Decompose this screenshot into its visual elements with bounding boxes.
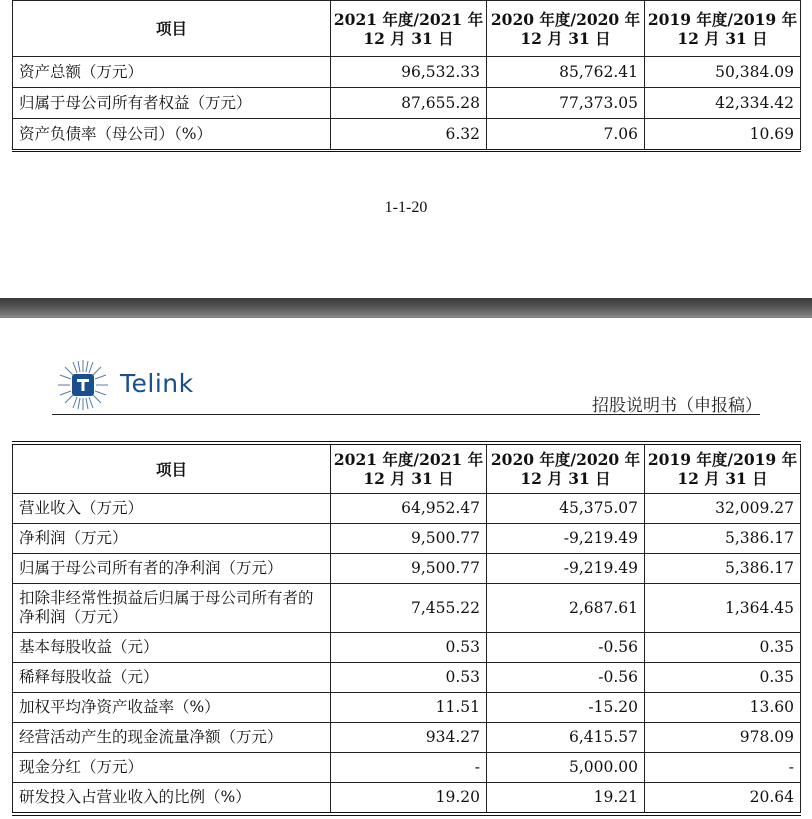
value-2021: 19.20 <box>331 783 487 815</box>
value-2021: 0.53 <box>331 663 487 693</box>
income-summary-table <box>12 441 801 816</box>
value-2019: 5,386.17 <box>645 524 801 554</box>
row-label: 经营活动产生的现金流量净额（万元） <box>13 723 331 753</box>
value-2019: 20.64 <box>645 783 801 815</box>
value-2019: 5,386.17 <box>645 554 801 584</box>
value-2019: 0.35 <box>645 633 801 663</box>
row-label: 扣除非经常性损益后归属于母公司所有者的净利润（万元） <box>13 584 331 633</box>
value-2019: 42,334.42 <box>645 88 801 119</box>
table-row <box>13 584 801 633</box>
row-label: 基本每股收益（元） <box>13 633 331 663</box>
value-2021: 7,455.22 <box>331 584 487 633</box>
value-2021: 0.53 <box>331 633 487 663</box>
table-row <box>13 88 801 119</box>
row-label: 现金分红（万元） <box>13 753 331 783</box>
table-row <box>13 693 801 723</box>
table-row <box>13 633 801 663</box>
table-row <box>13 753 801 783</box>
table-row <box>13 783 801 815</box>
header-item: 项目 <box>13 443 331 494</box>
row-label: 净利润（万元） <box>13 524 331 554</box>
row-label: 归属于母公司所有者的净利润（万元） <box>13 554 331 584</box>
balance-summary-table <box>12 0 801 152</box>
header-2021: 2021 年度/2021 年 12 月 31 日 <box>331 1 487 57</box>
table-header-row <box>13 443 801 494</box>
value-2020: -0.56 <box>487 633 645 663</box>
value-2020: 85,762.41 <box>487 57 645 88</box>
value-2021: 6.32 <box>331 119 487 151</box>
header-2021: 2021 年度/2021 年 12 月 31 日 <box>331 443 487 494</box>
row-label: 营业收入（万元） <box>13 494 331 524</box>
table-row <box>13 119 801 151</box>
page-2-top <box>0 318 812 819</box>
value-2019: 1,364.45 <box>645 584 801 633</box>
value-2019: 10.69 <box>645 119 801 151</box>
brand-name: Telink <box>120 369 194 398</box>
value-2020: -0.56 <box>487 663 645 693</box>
header-2020: 2020 年度/2020 年 12 月 31 日 <box>487 443 645 494</box>
value-2021: 87,655.28 <box>331 88 487 119</box>
table-row <box>13 524 801 554</box>
value-2020: 45,375.07 <box>487 494 645 524</box>
header-2019: 2019 年度/2019 年 12 月 31 日 <box>645 443 801 494</box>
table-header-row <box>13 1 801 57</box>
value-2019: 0.35 <box>645 663 801 693</box>
value-2020: 19.21 <box>487 783 645 815</box>
row-label: 稀释每股收益（元） <box>13 663 331 693</box>
table-row <box>13 494 801 524</box>
value-2019: 978.09 <box>645 723 801 753</box>
row-label: 加权平均净资产收益率（%） <box>13 693 331 723</box>
page-divider <box>0 298 812 318</box>
table-row <box>13 57 801 88</box>
value-2020: 7.06 <box>487 119 645 151</box>
value-2019: - <box>645 753 801 783</box>
value-2020: 77,373.05 <box>487 88 645 119</box>
value-2020: 5,000.00 <box>487 753 645 783</box>
row-label: 资产负债率（母公司）（%） <box>13 119 331 151</box>
value-2019: 32,009.27 <box>645 494 801 524</box>
header-item: 项目 <box>13 1 331 57</box>
header-2019: 2019 年度/2019 年 12 月 31 日 <box>645 1 801 57</box>
row-label: 归属于母公司所有者权益（万元） <box>13 88 331 119</box>
value-2020: -9,219.49 <box>487 554 645 584</box>
value-2019: 50,384.09 <box>645 57 801 88</box>
telink-logo-icon <box>56 358 110 412</box>
table-row <box>13 723 801 753</box>
value-2021: 9,500.77 <box>331 554 487 584</box>
page-number: 1-1-20 <box>384 199 428 216</box>
value-2020: 2,687.61 <box>487 584 645 633</box>
value-2021: 934.27 <box>331 723 487 753</box>
header-rule <box>52 414 760 415</box>
value-2021: 64,952.47 <box>331 494 487 524</box>
value-2020: -9,219.49 <box>487 524 645 554</box>
row-label: 资产总额（万元） <box>13 57 331 88</box>
value-2020: 6,415.57 <box>487 723 645 753</box>
row-label: 研发投入占营业收入的比例（%） <box>13 783 331 815</box>
value-2021: 11.51 <box>331 693 487 723</box>
table-row <box>13 554 801 584</box>
value-2020: -15.20 <box>487 693 645 723</box>
value-2021: 9,500.77 <box>331 524 487 554</box>
header-2020: 2020 年度/2020 年 12 月 31 日 <box>487 1 645 57</box>
page-1-bottom <box>0 0 812 298</box>
value-2021: 96,532.33 <box>331 57 487 88</box>
document-title: 招股说明书（申报稿） <box>592 396 762 416</box>
value-2021: - <box>331 753 487 783</box>
table-row <box>13 663 801 693</box>
value-2019: 13.60 <box>645 693 801 723</box>
